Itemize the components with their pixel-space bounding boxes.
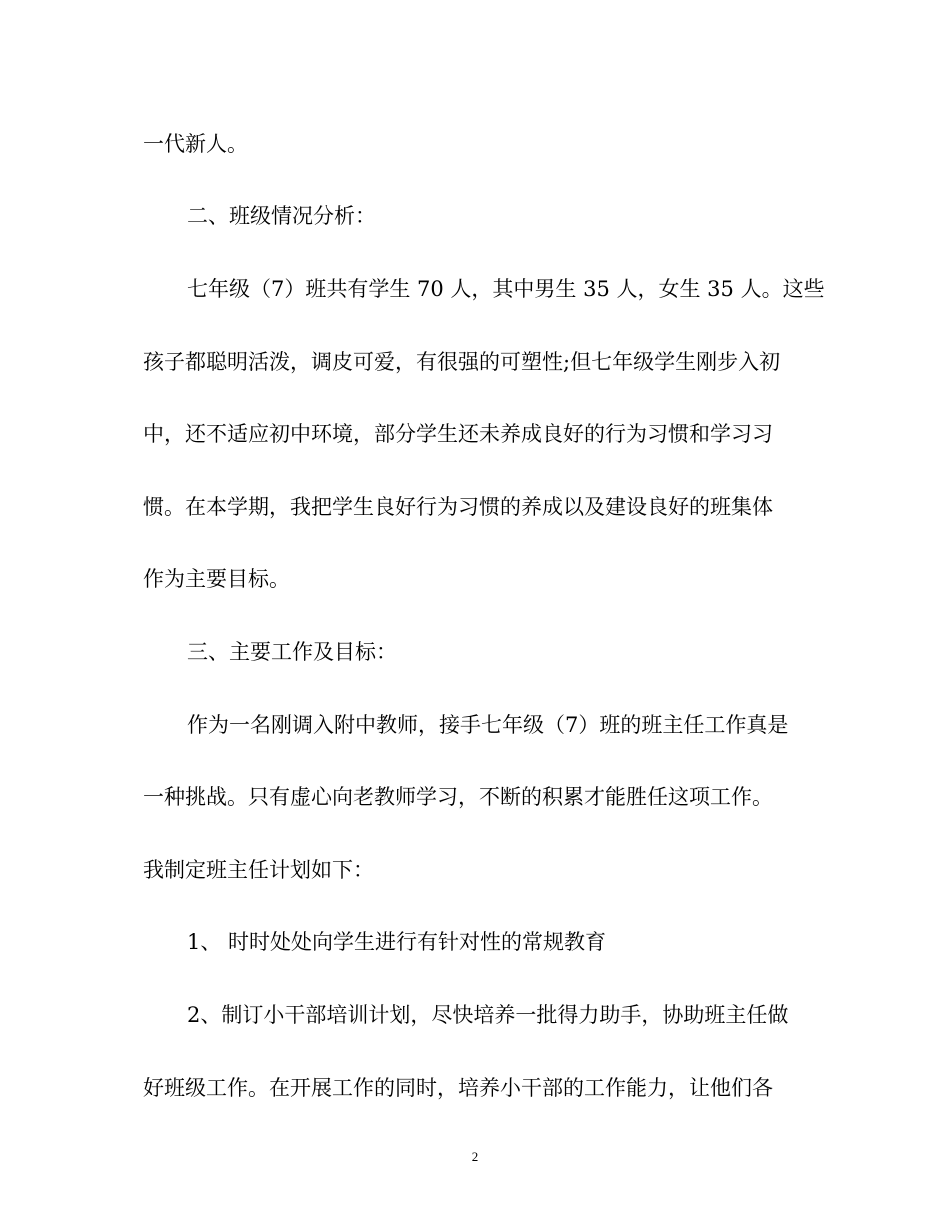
paragraph-line: 作为一名刚调入附中教师，接手七年级（7）班的班主任工作真是 bbox=[187, 713, 789, 737]
paragraph-line: 作为主要目标。 bbox=[143, 567, 290, 591]
paragraph-line: 一代新人。 bbox=[143, 132, 248, 156]
list-item: 1、 时时处处向学生进行有针对性的常规教育 bbox=[187, 930, 607, 954]
section-heading: 二、班级情况分析： bbox=[187, 204, 376, 228]
paragraph-line: 好班级工作。在开展工作的同时，培养小干部的工作能力，让他们各 bbox=[143, 1076, 773, 1100]
paragraph-line: 孩子都聪明活泼，调皮可爱，有很强的可塑性;但七年级学生刚步入初 bbox=[143, 350, 781, 374]
paragraph-line: 我制定班主任计划如下： bbox=[143, 858, 374, 882]
paragraph-line: 惯。在本学期，我把学生良好行为习惯的养成以及建设良好的班集体 bbox=[143, 495, 773, 519]
paragraph-line: 中，还不适应初中环境，部分学生还未养成良好的行为习惯和学习习 bbox=[143, 422, 773, 446]
paragraph-line: 一种挑战。只有虚心向老教师学习，不断的积累才能胜任这项工作。 bbox=[143, 785, 773, 809]
list-item: 2、制订小干部培训计划，尽快培养一批得力助手，协助班主任做 bbox=[187, 1003, 789, 1027]
paragraph-line: 七年级（7）班共有学生 70 人，其中男生 35 人，女生 35 人。这些 bbox=[187, 277, 825, 301]
section-heading: 三、主要工作及目标： bbox=[187, 640, 397, 664]
page-number: 2 bbox=[471, 1149, 479, 1164]
